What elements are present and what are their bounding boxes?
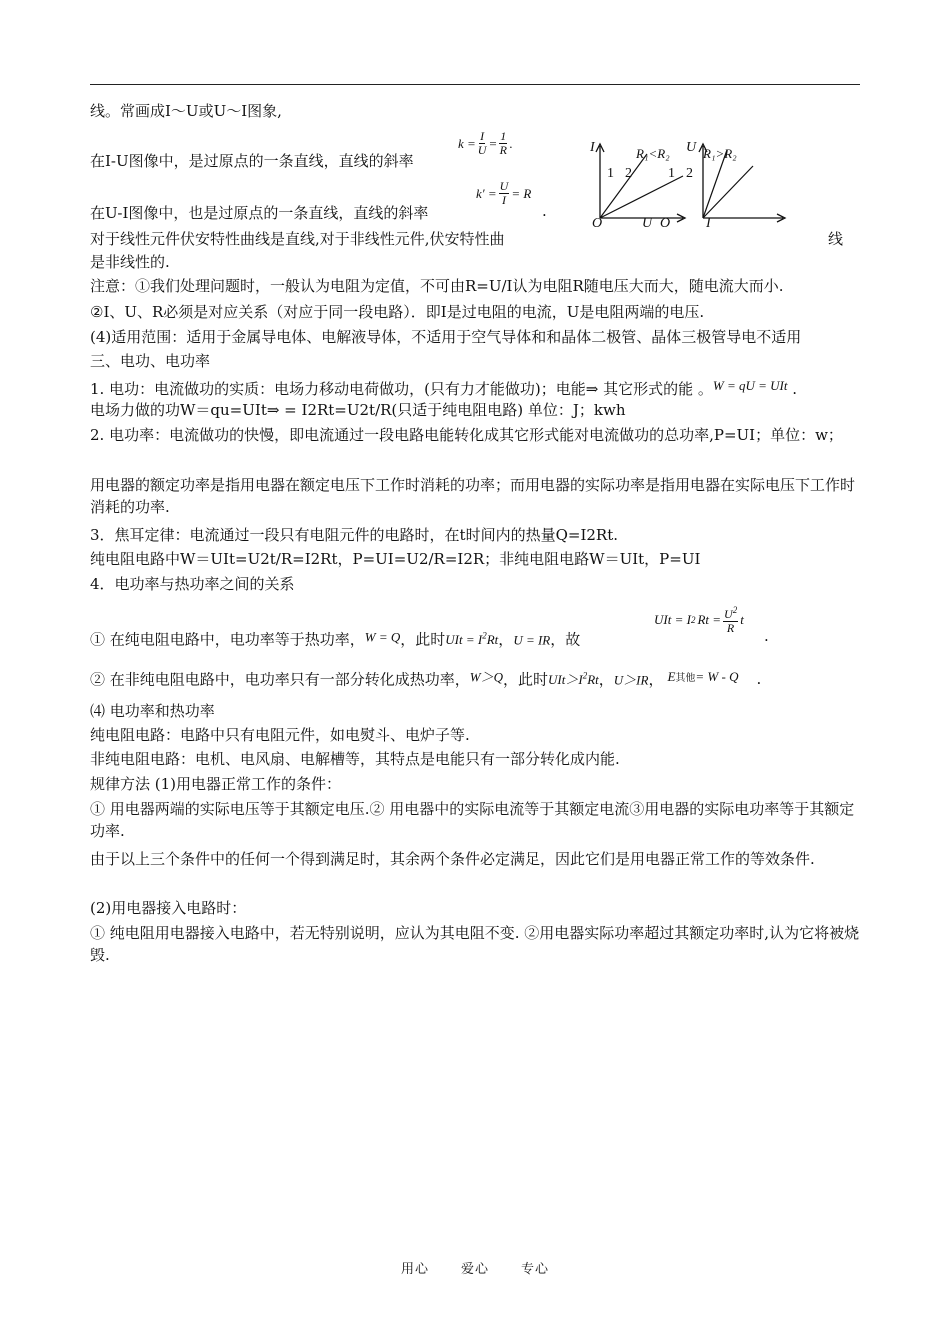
left-num-1: 1 xyxy=(607,166,614,181)
text-segment: ，此时 xyxy=(503,670,549,689)
slope-formula-ui xyxy=(476,180,531,207)
numerator xyxy=(723,604,738,622)
math-period: . xyxy=(764,627,769,645)
text-paragraph: ① 纯电阻用电器接入电路中，若无特别说明，应认为其电阻不变. ②用电器实际功率超过其额定功率时,认为它将被烧毁. xyxy=(90,924,860,964)
text-segment: ， xyxy=(648,670,664,689)
denominator: U xyxy=(477,143,487,157)
formula-e-other xyxy=(667,669,738,684)
math-period: . xyxy=(542,202,547,220)
text-line: ②I、U、R必须是对应关系（对应于同一段电路）．即I是过电阻的电流，U是电阻两端的电压. xyxy=(90,303,705,321)
math-eq: = xyxy=(488,135,498,151)
right-line-2 xyxy=(703,166,753,218)
formula-u-ir: U = IR xyxy=(513,632,551,648)
text-line: 线。常画成I～U或U～I图象, xyxy=(90,102,282,120)
math-period: . xyxy=(509,135,513,151)
formula-uit-gt xyxy=(548,672,599,687)
right-relation: R₁>R₂ xyxy=(703,146,737,161)
section-heading: 三、电功、电功率 xyxy=(90,352,211,370)
left-line-1 xyxy=(600,154,647,218)
text-line-end: 线 xyxy=(828,230,844,248)
formula-part: Rt xyxy=(587,672,599,688)
superscript: 2 xyxy=(732,605,738,615)
text-line: 纯电阻电路中W＝UIt=U2t/R=I2Rt，P=UI=U2/R=I2R；非纯电阻电路W＝UIt，P=UI xyxy=(90,550,701,568)
fraction xyxy=(478,130,487,157)
denominator: R xyxy=(726,621,735,635)
formula-part: Rt = xyxy=(697,611,722,627)
superscript: 2 xyxy=(482,631,487,641)
formula-part: t xyxy=(740,611,744,627)
footer-text: 专心 xyxy=(521,1262,550,1277)
text-line: 注意：①我们处理问题时，一般认为电阻为定值，不可由R=U/I认为电阻R随电压大而大，随电流大而小. xyxy=(90,277,784,295)
math-kp: k′ = xyxy=(476,185,497,201)
text-segment: ， xyxy=(498,630,514,649)
text-line: 对于线性元件伏安特性曲线是直线,对于非线性元件,伏安特性曲 xyxy=(90,230,505,248)
text-segment: ，此时 xyxy=(400,630,446,649)
left-line-2 xyxy=(600,176,683,218)
formula-part: UIt = I xyxy=(445,632,483,648)
text-paragraph: 2. 电功率：电流做功的快慢，即电流通过一段电路电能转化成其它形式能对电流做功的总功率,P=UI；单位：w； xyxy=(90,426,843,444)
left-relation: R₁<R₂ xyxy=(636,146,670,161)
text-line: 规律方法 (1)用电器正常工作的条件： xyxy=(90,775,342,793)
superscript: 2 xyxy=(582,671,588,681)
right-num-2: 2 xyxy=(686,166,693,181)
numerator-base: U xyxy=(724,607,733,621)
numerator: U xyxy=(499,179,509,193)
text-paragraph: 用电器的额定功率是指用电器在额定电压下工作时消耗的功率；而用电器的实际功率是指用电器在实际电压下工作时消耗的功率. xyxy=(90,476,856,516)
footer-text: 爱心 xyxy=(460,1262,489,1277)
right-x-label: I xyxy=(706,216,711,231)
text-line xyxy=(90,150,414,172)
fraction xyxy=(723,604,738,635)
text-paragraph: ① 用电器两端的实际电压等于其额定电压.② 用电器中的实际电流等于其额定电流③用电器的实际电功率等于其额定功率. xyxy=(90,800,855,840)
formula-uit xyxy=(445,632,498,647)
text-segment: ① 在纯电阻电路中，电功率等于热功率， xyxy=(90,630,365,649)
math-period: . xyxy=(787,380,798,398)
formula-part: UIt = I xyxy=(654,611,691,627)
formula-w-q: W = Q xyxy=(364,629,401,645)
denominator: R xyxy=(499,143,507,157)
text-line xyxy=(90,665,761,691)
math-eqR: = R xyxy=(511,185,532,201)
text-line: 纯电阻电路：电路中只有电阻元件，如电熨斗、电炉子等. xyxy=(90,726,470,744)
page-footer xyxy=(0,1258,950,1277)
text-line: 是非线性的. xyxy=(90,253,170,271)
left-x-label: U xyxy=(642,216,653,231)
slope-formula-iu xyxy=(458,130,513,157)
formula-part: Rt xyxy=(486,632,499,648)
denominator: I xyxy=(501,193,506,207)
text-line: 3．焦耳定律：电流通过一段只有电阻元件的电路时，在t时间内的热量Q=I2Rt. xyxy=(90,526,618,544)
numerator: 1 xyxy=(500,129,507,143)
text-segment: ② 在非纯电阻电路中，电功率只有一部分转化成热功率， xyxy=(90,670,470,689)
text-line: 4．电功率与热功率之间的关系 xyxy=(90,575,295,593)
text-segment: ， xyxy=(598,670,614,689)
formula-w-gt-q: W＞Q xyxy=(469,669,503,685)
text-segment: 在U-I图像中，也是过原点的一条直线，直线的斜率 xyxy=(90,204,429,222)
formula-part: = W - Q xyxy=(695,669,739,685)
fraction xyxy=(499,130,507,157)
subscript: 其他 xyxy=(675,673,696,685)
text-line: (4)适用范围：适用于金属导电体、电解液导体，不适用于空气导体和和晶体二极管、晶体三极管导电不适用 xyxy=(90,328,802,346)
right-num-1: 1 xyxy=(668,166,675,181)
text-line: 非纯电阻电路：电机、电风扇、电解槽等，其特点是电能只有一部分转化成内能. xyxy=(90,750,620,768)
text-line xyxy=(90,625,580,651)
formula-joule xyxy=(654,604,744,635)
text-paragraph: 由于以上三个条件中的任何一个得到满足时，其余两个条件必定满足，因此它们是用电器正常工作的等效条件. xyxy=(90,850,815,868)
formula-part: E xyxy=(667,669,676,685)
text-segment: ，故 xyxy=(550,630,581,649)
numerator: I xyxy=(480,129,485,143)
formula-u-gt-ir: U＞IR xyxy=(613,672,649,688)
left-origin: O xyxy=(592,216,603,231)
superscript: 2 xyxy=(690,614,696,625)
text-segment: 1. 电功：电流做功的实质：电场力移动电荷做功，(只有力才能做功)；电能⇒ 其它形式的能 。 xyxy=(90,380,713,398)
text-line xyxy=(90,375,797,400)
right-y-label: U xyxy=(686,140,697,155)
text-line: 电场力做的功W＝qu=UIt⇒ = I2Rt=U2t/R(只适于纯电阻电路) 单位：J；kwh xyxy=(90,401,626,419)
fraction xyxy=(499,180,510,207)
formula-part: UIt＞I xyxy=(548,672,583,688)
text-line xyxy=(90,202,428,224)
left-num-2: 2 xyxy=(625,166,632,181)
footer-text: 用心 xyxy=(400,1262,429,1277)
right-origin: O xyxy=(660,216,671,231)
math-period: . xyxy=(756,670,762,689)
formula-w-qu: W = qU = UIt xyxy=(712,378,788,393)
text-segment: 在I-U图像中，是过原点的一条直线，直线的斜率 xyxy=(90,152,414,170)
left-y-label: I xyxy=(590,140,595,155)
text-line: (2)用电器接入电路时： xyxy=(90,899,247,917)
header-rule xyxy=(90,84,860,85)
section-heading: ⑷ 电功率和热功率 xyxy=(90,702,215,720)
math-k: k = xyxy=(458,135,476,151)
